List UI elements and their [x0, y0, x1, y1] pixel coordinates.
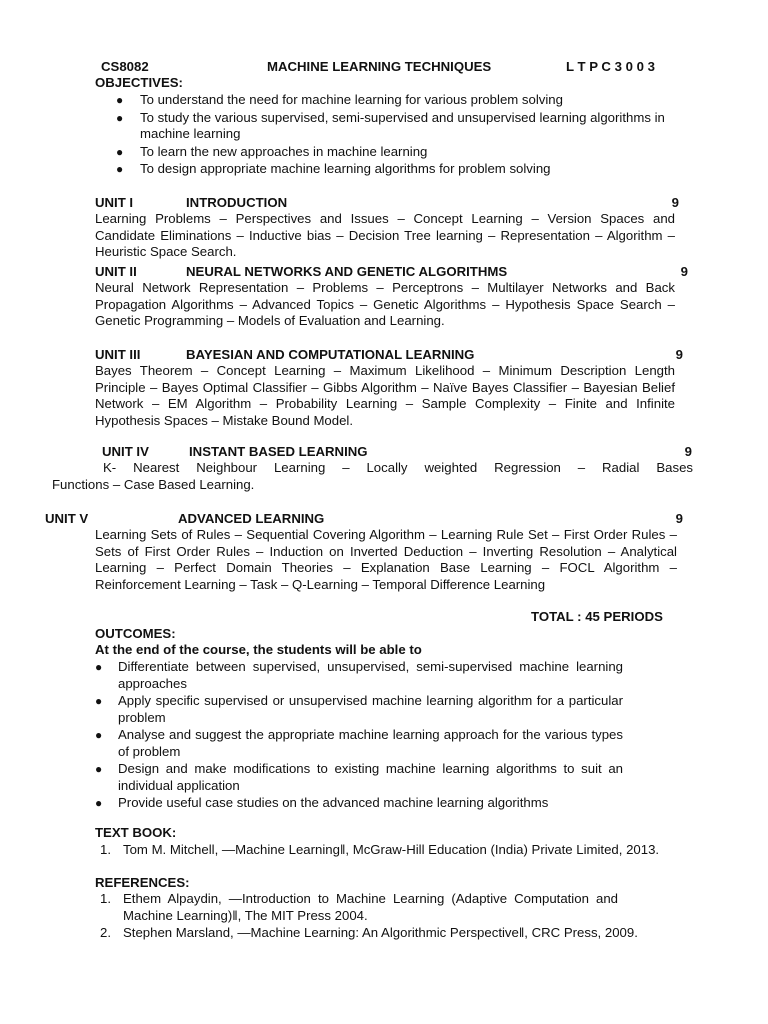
objectives-list — [116, 92, 685, 178]
unit-2 — [95, 264, 690, 330]
outcome-item: ● Design and make modifications to existing machine learning algorithms to suit an individual application — [95, 761, 623, 793]
unit-title: INSTANT BASED LEARNING — [189, 444, 368, 459]
unit-hours: 9 — [671, 195, 679, 210]
outcome-item: ● Analyse and suggest the appropriate machine learning approach for the various types of problem — [95, 727, 623, 759]
objective-item: ● To study the various supervised, semi-supervised and unsupervised learning algorithms in machine learning — [116, 109, 665, 141]
course-code: CS8082 — [101, 59, 149, 74]
outcome-item: ● Apply specific supervised or unsupervised machine learning algorithm for a particular problem — [95, 693, 623, 725]
unit-hours: 9 — [684, 444, 692, 459]
objective-item: ● To understand the need for machine learning for various problem solving — [116, 92, 563, 107]
text-book-heading: TEXT BOOK: — [95, 825, 177, 840]
outcomes-intro: At the end of the course, the students will be able to — [95, 642, 422, 657]
objective-item: ● To learn the new approaches in machine learning — [116, 143, 428, 159]
references-heading: REFERENCES: — [95, 875, 190, 890]
unit-3-header — [95, 347, 685, 363]
unit-1 — [95, 195, 685, 261]
references-list — [100, 891, 683, 942]
unit-hours: 9 — [675, 511, 683, 526]
total-periods: TOTAL : 45 PERIODS — [531, 609, 663, 624]
unit-4 — [52, 444, 697, 493]
outcomes-list — [95, 659, 623, 812]
unit-label: UNIT V — [45, 511, 89, 526]
ltpc-credits: L T P C 3 0 0 3 — [566, 59, 655, 74]
unit-2-header — [95, 264, 690, 280]
text-book-item: 1. Tom M. Mitchell, ―Machine Learning‖, McGraw-Hill Education (India) Private Limited, 2013. — [100, 842, 660, 857]
outcome-item: ● Differentiate between supervised, unsupervised, semi-supervised machine learning approaches — [95, 659, 623, 691]
outcomes-heading: OUTCOMES: — [95, 626, 176, 641]
unit-5-header — [45, 511, 685, 527]
outcome-item: ● Provide useful case studies on the advanced machine learning algorithms — [95, 795, 549, 810]
unit-hours: 9 — [675, 347, 683, 362]
course-title: MACHINE LEARNING TECHNIQUES — [267, 59, 492, 74]
unit-content-cont: Functions – Case Based Learning. — [52, 476, 255, 492]
unit-title: BAYESIAN AND COMPUTATIONAL LEARNING — [186, 347, 475, 362]
unit-label: UNIT I — [95, 195, 134, 210]
unit-content: Neural Network Representation – Problems – Perceptrons – Multilayer Networks and Back Propagation Algorithms – Advanced Topics – Genetic Algorithms – Hypothesis Space Search – Genetic Programming – Models of Evaluation and Learning. — [95, 280, 675, 328]
reference-item: 1. Ethem Alpaydin, ―Introduction to Machine Learning (Adaptive Computation and Machine Learning)‖, The MIT Press 2004. — [100, 891, 618, 923]
unit-3 — [95, 347, 685, 429]
objectives-heading: OBJECTIVES: — [95, 75, 183, 90]
unit-content: K- Nearest Neighbour Learning – Locally weighted Regression – Radial Bases — [103, 460, 693, 475]
unit-label: UNIT IV — [102, 444, 149, 459]
unit-5 — [45, 511, 685, 593]
unit-title: ADVANCED LEARNING — [178, 511, 325, 526]
text-book-list — [100, 842, 693, 859]
unit-4-header — [102, 444, 697, 460]
unit-content: Learning Sets of Rules – Sequential Covering Algorithm – Learning Rule Set – First Order Rules – Sets of First Order Rules – Induction on Inverted Deduction – Inverting Resolution – Analytical Learning – Perfect Domain Theories – Explanation Base Learning – FOCL Algorithm – Reinforcement Learning – Task – Q-Learning – Temporal Difference Learning — [95, 527, 677, 592]
unit-label: UNIT II — [95, 264, 137, 279]
unit-title: INTRODUCTION — [186, 195, 288, 210]
unit-label: UNIT III — [95, 347, 141, 362]
reference-item: 2. Stephen Marsland, ―Machine Learning: An Algorithmic Perspective‖, CRC Press, 2009. — [100, 925, 638, 940]
unit-title: NEURAL NETWORKS AND GENETIC ALGORITHMS — [186, 264, 508, 279]
unit-hours: 9 — [680, 264, 688, 279]
unit-content: Learning Problems – Perspectives and Issues – Concept Learning – Version Spaces and Candidate Eliminations – Inductive bias – Decision Tree learning – Representation – Algorithm – Heuristic Space Search. — [95, 211, 675, 259]
unit-content: Bayes Theorem – Concept Learning – Maximum Likelihood – Minimum Description Length Principle – Bayes Optimal Classifier – Gibbs Algorithm – Naïve Bayes Classifier – Bayesian Belief Network – EM Algorithm – Probability Learning – Sample Complexity – Finite and Infinite Hypothesis Spaces – Mistake Bound Model. — [95, 363, 675, 428]
unit-1-header — [95, 195, 685, 211]
objective-item: ● To design appropriate machine learning algorithms for problem solving — [116, 161, 551, 176]
